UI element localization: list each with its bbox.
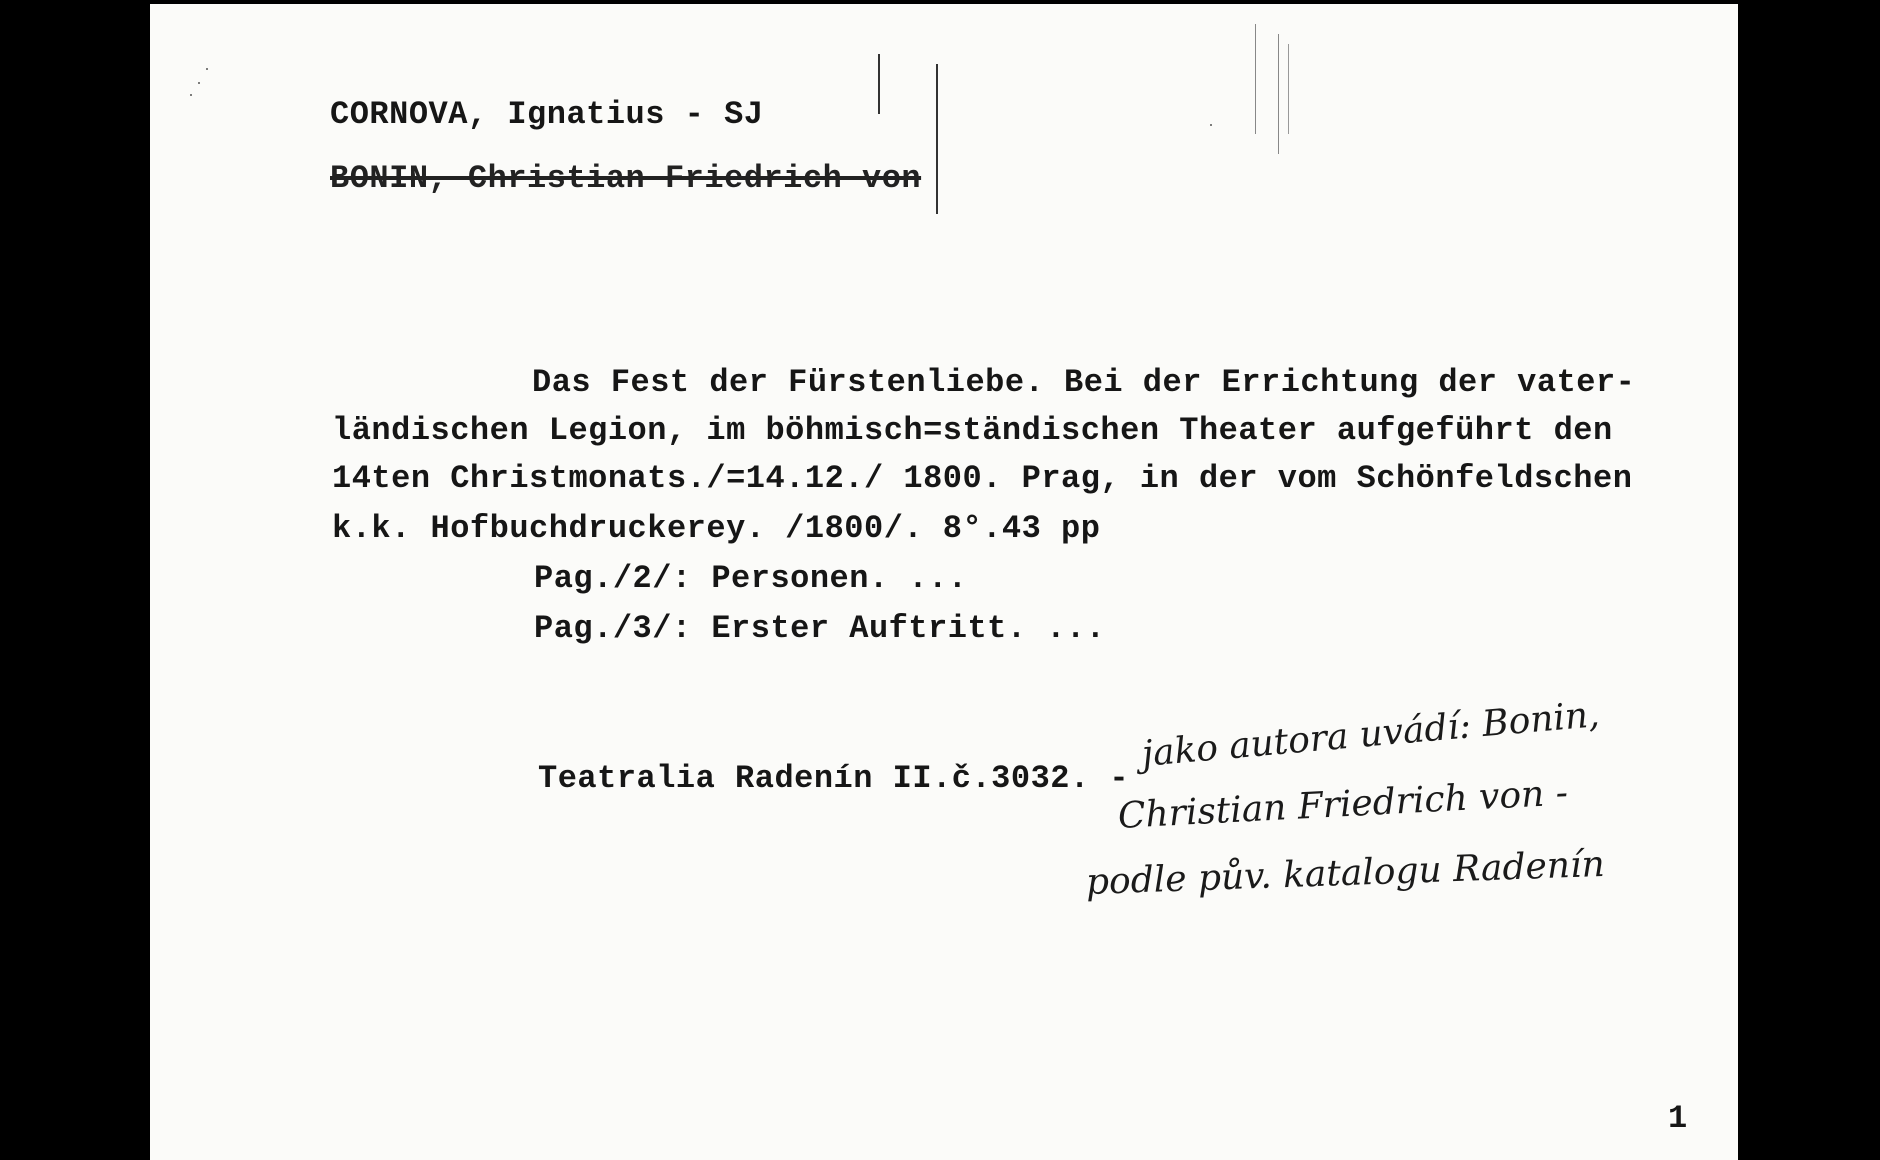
margin-mark: [878, 54, 880, 114]
author-heading: CORNOVA, Ignatius - SJ: [330, 96, 764, 133]
handwritten-note-line: Christian Friedrich von -: [1116, 772, 1569, 837]
speck: [190, 94, 192, 96]
margin-mark: [936, 64, 938, 214]
page-note: Pag./2/: Personen. ...: [534, 560, 968, 597]
speck: [206, 68, 208, 70]
struck-author-heading: BONIN, Christian Friedrich von: [330, 160, 922, 197]
description-line: ländischen Legion, im böhmisch=ständischen Theater aufgeführt den: [332, 412, 1613, 449]
page-note: Pag./3/: Erster Auftritt. ...: [534, 610, 1106, 647]
description-line: Das Fest der Fürstenliebe. Bei der Errichtung der vater-: [532, 364, 1636, 401]
description-line: k.k. Hofbuchdruckerey. /1800/. 8°.43 pp: [332, 510, 1101, 547]
source-line: Teatralia Radenín II.č.3032. -: [538, 760, 1130, 797]
description-line: 14ten Christmonats./=14.12./ 1800. Prag, in der vom Schönfeldschen: [332, 460, 1633, 497]
margin-mark: [1278, 34, 1279, 154]
handwritten-note-line: podle pův. katalogu Radenín: [1085, 843, 1606, 903]
margin-mark: [1255, 24, 1256, 134]
margin-mark: [1288, 44, 1289, 134]
catalog-card: [150, 4, 1738, 1160]
speck: [1210, 124, 1212, 126]
handwritten-note-line: jako autora uvádí: Bonin,: [1140, 694, 1602, 775]
card-number: 1: [1668, 1100, 1688, 1137]
speck: [198, 82, 200, 84]
